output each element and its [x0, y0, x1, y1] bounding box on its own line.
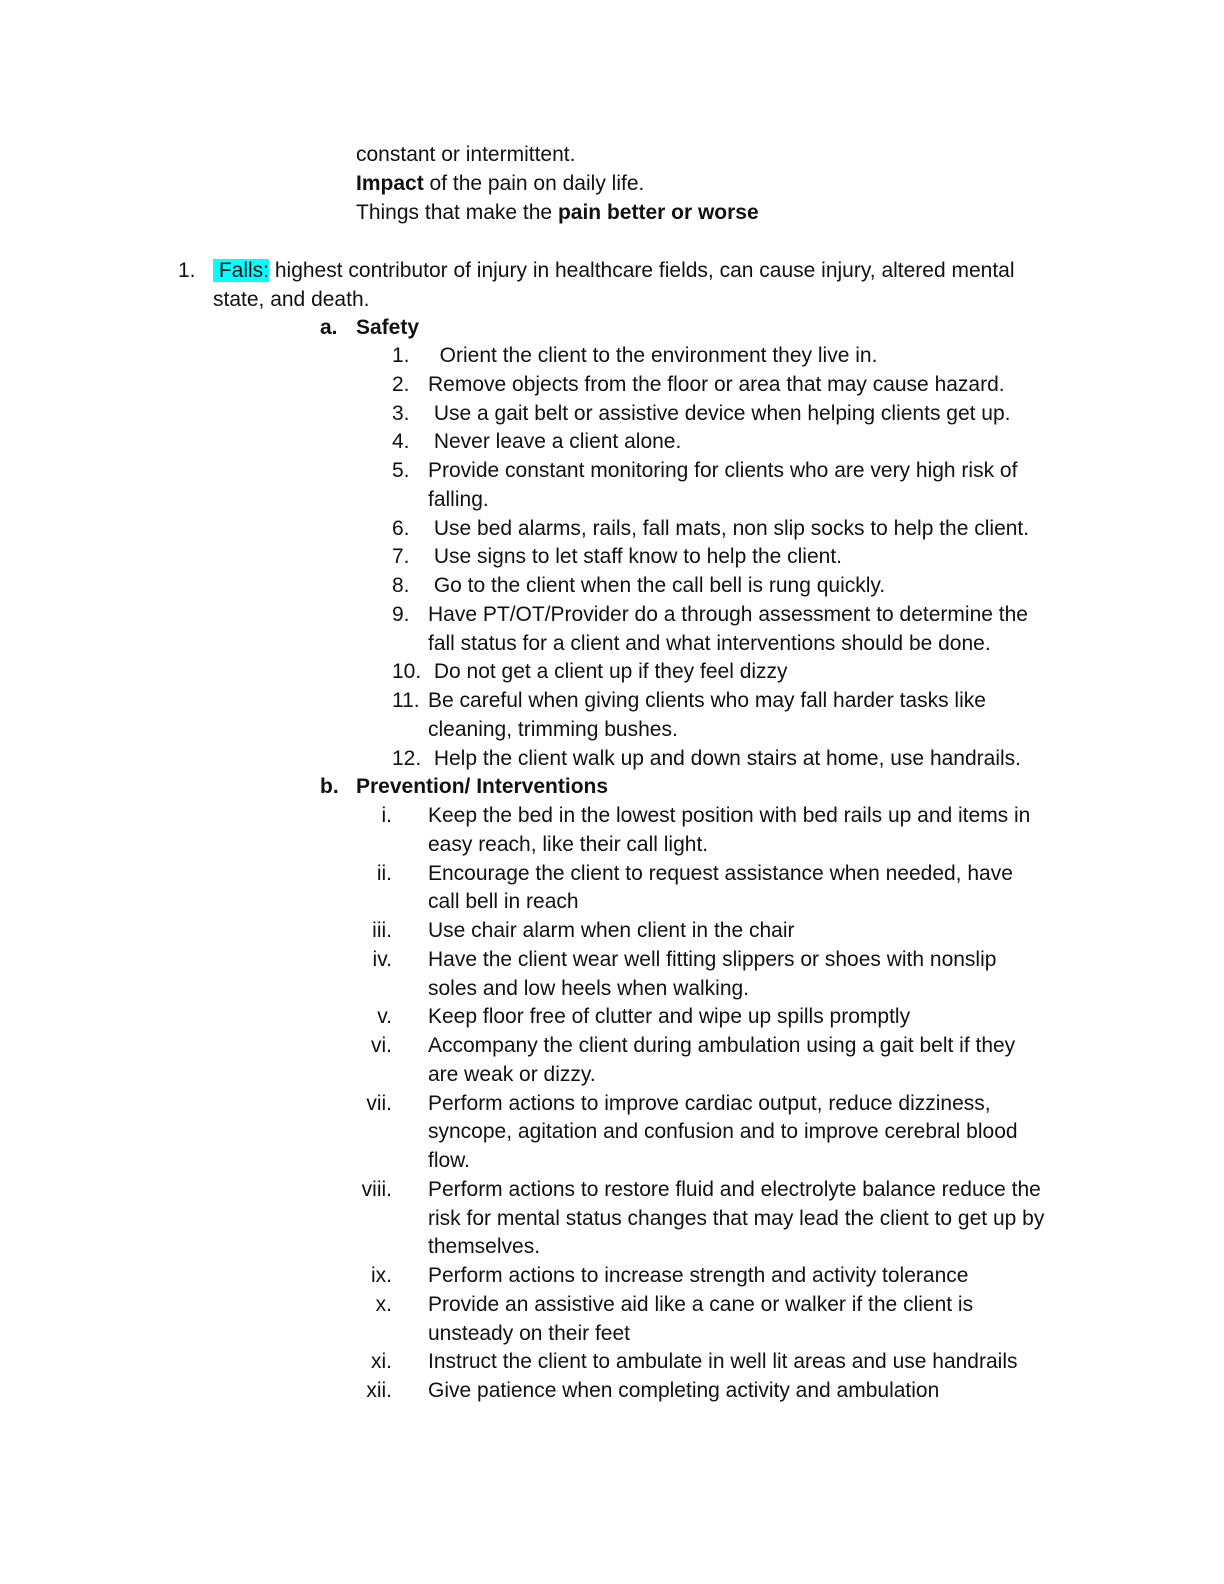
impact-bold: Impact — [356, 172, 424, 195]
safety-item-number: 10. — [392, 660, 422, 683]
prevention-item-number: viii. — [361, 1178, 392, 1201]
falls-number — [178, 257, 196, 285]
safety-item-number: 6. — [392, 517, 410, 540]
safety-item-number: 1. — [392, 344, 410, 367]
prevention-item-text: easy reach, like their call light. — [428, 833, 709, 856]
safety-item-text: Orient the client to the environment they live in. — [428, 344, 878, 367]
safety-heading — [356, 314, 419, 342]
safety-item-text: Use bed alarms, rails, fall mats, non slip socks to help the client. — [428, 517, 1030, 540]
safety-item-text: Go to the client when the call bell is rung quickly. — [428, 574, 886, 597]
prevention-item-text: risk for mental status changes that may lead the client to get up by — [428, 1207, 1045, 1230]
pain-factors-bold: pain better or worse — [557, 201, 759, 224]
prevention-item-number: vi. — [371, 1034, 392, 1057]
prevention-item-number: vii. — [366, 1092, 392, 1115]
safety-item-text: Remove objects from the floor or area that may cause hazard. — [428, 373, 1005, 396]
prevention-item-number: xi. — [371, 1350, 392, 1373]
safety-item-text: Use a gait belt or assistive device when helping clients get up. — [428, 402, 1011, 425]
prevention-item-number: iv. — [372, 948, 392, 971]
safety-item-text: Provide constant monitoring for clients who are very high risk of — [428, 459, 1018, 482]
prevention-marker-text: b. — [320, 775, 339, 798]
safety-item-text: Use signs to let staff know to help the client. — [428, 545, 843, 568]
safety-item-number: 3. — [392, 402, 410, 425]
prevention-item-number: iii. — [372, 919, 392, 942]
prevention-item-number: v. — [377, 1005, 392, 1028]
pain-duration-text: constant or intermittent. — [356, 143, 576, 166]
prevention-item-text: Have the client wear well fitting slippers or shoes with nonslip — [428, 948, 997, 971]
safety-item-text: Never leave a client alone. — [428, 430, 682, 453]
prevention-item-text: Perform actions to restore fluid and electrolyte balance reduce the — [428, 1178, 1041, 1201]
prevention-item-number: ix. — [371, 1264, 392, 1287]
prevention-item-text: flow. — [428, 1149, 471, 1172]
prevention-item-text: Give patience when completing activity and ambulation — [428, 1379, 940, 1402]
safety-item-number: 4. — [392, 430, 410, 453]
safety-heading-text: Safety — [356, 316, 420, 339]
safety-item-text: Help the client walk up and down stairs at home, use handrails. — [428, 747, 1021, 770]
safety-item-text: fall status for a client and what interventions should be done. — [428, 632, 991, 655]
impact-rest: of the pain on daily life. — [423, 172, 645, 195]
prevention-item-text: Use chair alarm when client in the chair — [428, 919, 795, 942]
prevention-item-text: are weak or dizzy. — [428, 1063, 596, 1086]
prevention-item-text: syncope, agitation and confusion and to improve cerebral blood — [428, 1120, 1018, 1143]
pain-factors-line — [356, 199, 759, 227]
safety-marker — [320, 314, 338, 342]
safety-item-text: Have PT/OT/Provider do a through assessment to determine the — [428, 603, 1028, 626]
prevention-item-number: xii. — [366, 1379, 392, 1402]
prevention-item-text: Keep floor free of clutter and wipe up spills promptly — [428, 1005, 911, 1028]
falls-text-1: highest contributor of injury in healthcare fields, can cause injury, altered mental — [269, 259, 1015, 282]
prevention-item-text: Perform actions to improve cardiac output, reduce dizziness, — [428, 1092, 991, 1115]
safety-item-number: 9. — [392, 603, 410, 626]
prevention-item-text: Instruct the client to ambulate in well lit areas and use handrails — [428, 1350, 1018, 1373]
safety-item-text: falling. — [428, 488, 489, 511]
safety-item-number: 5. — [392, 459, 410, 482]
prevention-item-text: Provide an assistive aid like a cane or walker if the client is — [428, 1293, 974, 1316]
prevention-item-text: call bell in reach — [428, 890, 579, 913]
safety-item-number: 11. — [392, 689, 420, 712]
safety-item-text: Do not get a client up if they feel dizzy — [428, 660, 788, 683]
prevention-heading — [356, 773, 608, 801]
falls-highlight-label: Falls: — [213, 259, 270, 282]
prevention-item-text: Encourage the client to request assistance when needed, have — [428, 862, 1013, 885]
prevention-item-text: soles and low heels when walking. — [428, 977, 750, 1000]
safety-item-text: cleaning, trimming bushes. — [428, 718, 678, 741]
prevention-item-number: ii. — [376, 862, 392, 885]
safety-item-number: 7. — [392, 545, 410, 568]
prevention-item-text: unsteady on their feet — [428, 1322, 630, 1345]
prevention-item-text: themselves. — [428, 1235, 541, 1258]
pain-factors-pre: Things that make the — [356, 201, 558, 224]
prevention-item-text: Accompany the client during ambulation using a gait belt if they — [428, 1034, 1016, 1057]
safety-item-text: Be careful when giving clients who may fall harder tasks like — [428, 689, 986, 712]
falls-text-2: state, and death. — [213, 288, 370, 311]
prevention-item-text: Perform actions to increase strength and activity tolerance — [428, 1264, 969, 1287]
falls-line-2 — [213, 286, 369, 314]
falls-line-1 — [213, 257, 1015, 285]
prevention-item-number: x. — [375, 1293, 392, 1316]
safety-item-number: 2. — [392, 373, 410, 396]
prevention-heading-text: Prevention/ Interventions — [356, 775, 609, 798]
safety-item-number: 8. — [392, 574, 410, 597]
prevention-marker — [320, 773, 339, 801]
pain-duration-line — [356, 141, 575, 169]
pain-impact-line — [356, 170, 644, 198]
prevention-item-text: Keep the bed in the lowest position with bed rails up and items in — [428, 804, 1031, 827]
safety-item-number: 12. — [392, 747, 422, 770]
falls-number-text: 1. — [178, 259, 196, 282]
safety-marker-text: a. — [320, 316, 338, 339]
prevention-item-number: i. — [381, 804, 392, 827]
